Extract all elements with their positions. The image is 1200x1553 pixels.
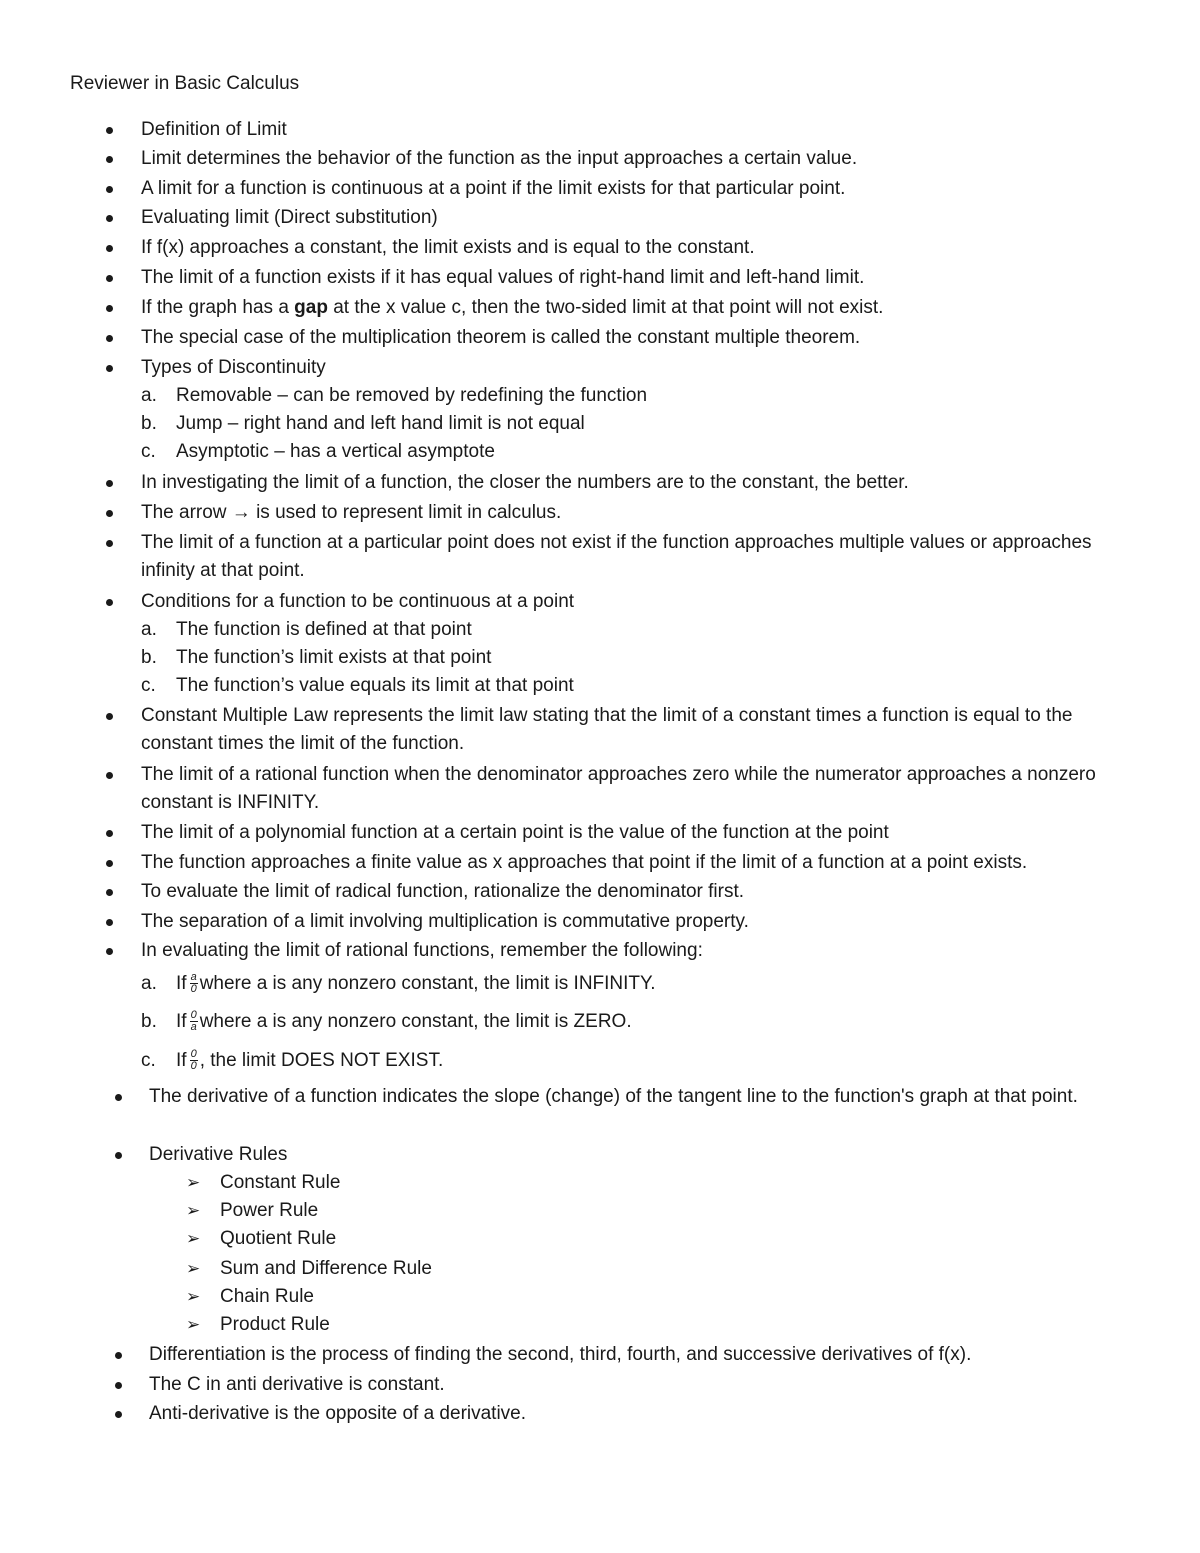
if-label: If [176,973,187,994]
bullet-icon [106,480,113,487]
sub-item-letter: c. [141,1050,156,1071]
bullet-icon [106,215,113,222]
list-item: If f(x) approaches a constant, the limit exists and is equal to the constant. [141,237,755,258]
list-item: The C in anti derivative is constant. [149,1374,445,1395]
bold-term: gap [294,297,328,318]
list-item: The separation of a limit involving multiplication is commutative property. [141,911,749,932]
if-label: If [176,1011,187,1032]
list-item: The arrow → is used to represent limit in calculus. [141,502,562,523]
bullet-icon [106,186,113,193]
list-item: Types of Discontinuity [141,357,326,378]
bullet-icon [106,305,113,312]
sub-list-item: The function is defined at that point [176,619,472,640]
bullet-icon [106,713,113,720]
list-item: A limit for a function is continuous at a point if the limit exists for that particular point. [141,178,846,199]
fraction-numerator: 0 [190,1048,197,1061]
bullet-icon [106,275,113,282]
sub-list-item: Removable – can be removed by redefining the function [176,385,648,406]
bullet-icon [106,365,113,372]
fraction-denominator: a [190,1021,197,1034]
fraction-numerator: 0 [190,1009,197,1022]
list-item: Differentiation is the process of finding the second, third, fourth, and successive derivatives of f(x). [149,1344,972,1365]
sub-item-letter: c. [141,441,156,462]
fraction-numerator: a [190,971,197,984]
sub-list-item: Power Rule [220,1200,319,1221]
bullet-icon [106,599,113,606]
sub-list-item: Chain Rule [220,1286,314,1307]
bullet-icon [115,1411,122,1418]
rule-text: where a is any nonzero constant, the limit is ZERO. [199,1011,632,1032]
list-item [141,294,883,322]
bullet-icon [106,860,113,867]
fraction [190,972,198,995]
list-item-text: If the graph has a [141,297,295,318]
sub-item-letter: a. [141,619,157,640]
sub-item-letter: c. [141,675,156,696]
bullet-icon [106,889,113,896]
sub-item-letter: b. [141,413,157,434]
list-item-text: at the x value c, then the two-sided limit at that point will not exist. [327,297,884,318]
fraction [190,1010,198,1033]
bullet-icon [115,1094,122,1101]
bullet-icon [106,830,113,837]
fraction-denominator: 0 [190,1060,197,1073]
arrowhead-bullet-icon: ➢ [186,1315,201,1334]
list-item: The limit of a rational function when the denominator approaches zero while the numerator approaches a nonzero constant is INFINITY. [141,764,1096,813]
if-label: If [176,1050,187,1071]
bullet-icon [106,335,113,342]
sub-item-letter: a. [141,973,157,994]
arrowhead-bullet-icon: ➢ [186,1259,201,1278]
sub-list-item: Jump – right hand and left hand limit is not equal [176,413,585,434]
list-item: Definition of Limit [141,119,287,140]
bullet-icon [115,1382,122,1389]
list-item: The limit of a function at a particular point does not exist if the function approaches multiple values or approaches infinity at that point. [141,532,1092,581]
list-item: In investigating the limit of a function, the closer the numbers are to the constant, the better. [141,472,909,493]
sub-item-letter: b. [141,647,157,668]
sub-list-item [176,1047,443,1075]
list-item: To evaluate the limit of radical function, rationalize the denominator first. [141,881,745,902]
sub-list-item: Product Rule [220,1314,330,1335]
bullet-icon [106,772,113,779]
bullet-icon [115,1152,122,1159]
bullet-icon [106,948,113,955]
bullet-icon [106,510,113,517]
bullet-icon [106,245,113,252]
arrowhead-bullet-icon: ➢ [186,1201,201,1220]
sub-item-letter: a. [141,385,157,406]
bullet-icon [106,540,113,547]
list-item: Constant Multiple Law represents the limit law stating that the limit of a constant times a function is equal to the constant times the limit of the function. [141,705,1073,754]
arrowhead-bullet-icon: ➢ [186,1173,201,1192]
fraction [190,1049,198,1072]
list-item: Limit determines the behavior of the function as the input approaches a certain value. [141,148,858,169]
rule-text: where a is any nonzero constant, the limit is INFINITY. [199,973,656,994]
document-title: Reviewer in Basic Calculus [70,73,300,94]
sub-list-item: The function’s limit exists at that point [176,647,492,668]
sub-item-letter: b. [141,1011,157,1032]
list-item: The limit of a function exists if it has equal values of right-hand limit and left-hand limit. [141,267,865,288]
sub-list-item: The function’s value equals its limit at that point [176,675,574,696]
list-item: The limit of a polynomial function at a certain point is the value of the function at the point [141,822,889,843]
bullet-icon [106,156,113,163]
list-item: Anti-derivative is the opposite of a derivative. [149,1403,527,1424]
fraction-denominator: 0 [190,983,197,996]
arrowhead-bullet-icon: ➢ [186,1287,201,1306]
arrowhead-bullet-icon: ➢ [186,1229,201,1248]
list-item: Evaluating limit (Direct substitution) [141,207,438,228]
list-item: The function approaches a finite value as x approaches that point if the limit of a function at a point exists. [141,852,1028,873]
list-item: In evaluating the limit of rational functions, remember the following: [141,940,703,961]
bullet-icon [106,127,113,134]
rule-text: , the limit DOES NOT EXIST. [199,1050,444,1071]
sub-list-item [176,970,656,998]
sub-list-item: Asymptotic – has a vertical asymptote [176,441,495,462]
bullet-icon [115,1352,122,1359]
list-item: Derivative Rules [149,1144,288,1165]
bullet-icon [106,919,113,926]
sub-list-item [176,1008,632,1036]
list-item: The derivative of a function indicates the slope (change) of the tangent line to the function's graph at that point. [149,1086,1078,1107]
sub-list-item: Constant Rule [220,1172,341,1193]
list-item: The special case of the multiplication theorem is called the constant multiple theorem. [141,327,861,348]
sub-list-item: Sum and Difference Rule [220,1258,432,1279]
sub-list-item: Quotient Rule [220,1228,337,1249]
list-item: Conditions for a function to be continuous at a point [141,591,575,612]
